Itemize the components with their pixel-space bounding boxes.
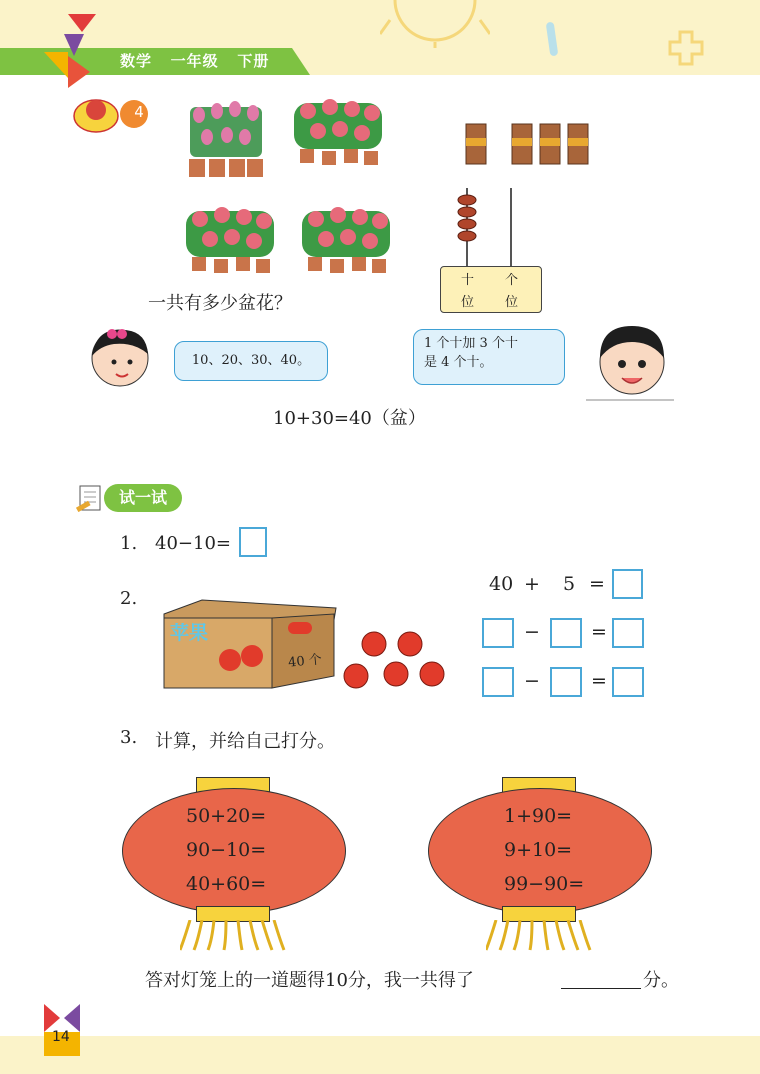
q1-answer-box[interactable]	[239, 527, 267, 557]
q2-eq2-box-a[interactable]	[482, 618, 514, 648]
abacus-ones-place: 位	[505, 295, 519, 310]
example-question: 一共有多少盆花？	[148, 293, 292, 314]
lantern1-tassel	[180, 920, 286, 952]
q2-eq2-equals: =	[591, 621, 607, 643]
q2-eq2-box-b[interactable]	[550, 618, 582, 648]
tulip-pots-image	[185, 97, 267, 181]
q3-text: 计算，并给自己打分。	[155, 731, 335, 752]
q2-eq3-equals: =	[591, 670, 607, 692]
q2-eq3-box-b[interactable]	[550, 667, 582, 697]
q2-eq2-minus: −	[524, 621, 540, 643]
q1-number: 1.	[120, 533, 138, 554]
example-result: 10+30=40（盆）	[273, 408, 426, 429]
boy-avatar	[586, 318, 676, 402]
lantern2-expr-1: 1+90=	[504, 805, 573, 827]
lantern1-expr-1: 50+20=	[186, 805, 267, 827]
lantern1-expr-2: 90−10=	[186, 839, 267, 861]
abacus-ones-label: 个	[505, 273, 519, 288]
girl-avatar	[74, 322, 160, 390]
flower-pots-image-1	[292, 95, 384, 167]
flower-pots-image-2	[184, 203, 276, 275]
q2-eq1-equals: =	[589, 573, 605, 595]
try-section-title: 试一试	[104, 484, 182, 512]
sun-decoration	[380, 0, 490, 48]
example-number: 4	[134, 103, 144, 121]
q1-expression: 40−10=	[155, 533, 231, 554]
stick-bundles-image	[462, 120, 596, 168]
lantern2-tassel	[486, 920, 592, 952]
q2-eq3-box-a[interactable]	[482, 667, 514, 697]
q2-eq1-answer-box[interactable]	[612, 569, 643, 599]
plus-decoration	[668, 30, 704, 66]
boy-bubble-line2: 是 4 个十。	[424, 355, 493, 370]
abacus-rods	[455, 186, 525, 270]
score-suffix: 分。	[643, 970, 679, 991]
q2-eq1-right: 5	[563, 573, 576, 595]
lantern2-expr-2: 9+10=	[504, 839, 573, 861]
abacus-tens-label: 十	[461, 273, 475, 288]
boy-speech-bubble	[413, 329, 565, 385]
apple-box-label: 苹果	[170, 622, 209, 644]
boy-bubble-line1: 1 个十加 3 个十	[424, 336, 518, 351]
q2-eq3-box-c[interactable]	[612, 667, 644, 697]
abacus-base	[440, 266, 542, 313]
score-blank[interactable]	[561, 988, 641, 989]
girl-speech-bubble	[174, 341, 328, 381]
bottom-band	[0, 1036, 760, 1074]
q3-number: 3.	[120, 727, 138, 748]
header-title: 数学 一年级 下册	[120, 52, 270, 70]
q2-eq1-left: 40	[489, 573, 514, 595]
lantern1-expr-3: 40+60=	[186, 873, 267, 895]
girl-bubble-text: 10、20、30、40。	[191, 353, 311, 368]
tangram-logo	[38, 12, 102, 92]
q2-number: 2.	[120, 588, 138, 609]
apple-box-count: 40 个	[287, 652, 323, 671]
score-prefix: 答对灯笼上的一道题得10分，我一共得了	[145, 970, 474, 991]
q2-eq1-op: +	[524, 573, 540, 595]
q2-eq3-minus: −	[524, 670, 540, 692]
flower-pots-image-3	[300, 203, 392, 275]
loose-apples-image	[340, 624, 448, 690]
page-number: 14	[52, 1029, 70, 1045]
notebook-icon	[74, 482, 104, 512]
abacus-tens-place: 位	[461, 295, 475, 310]
q2-eq2-box-c[interactable]	[612, 618, 644, 648]
lantern2-expr-3: 99−90=	[504, 873, 585, 895]
